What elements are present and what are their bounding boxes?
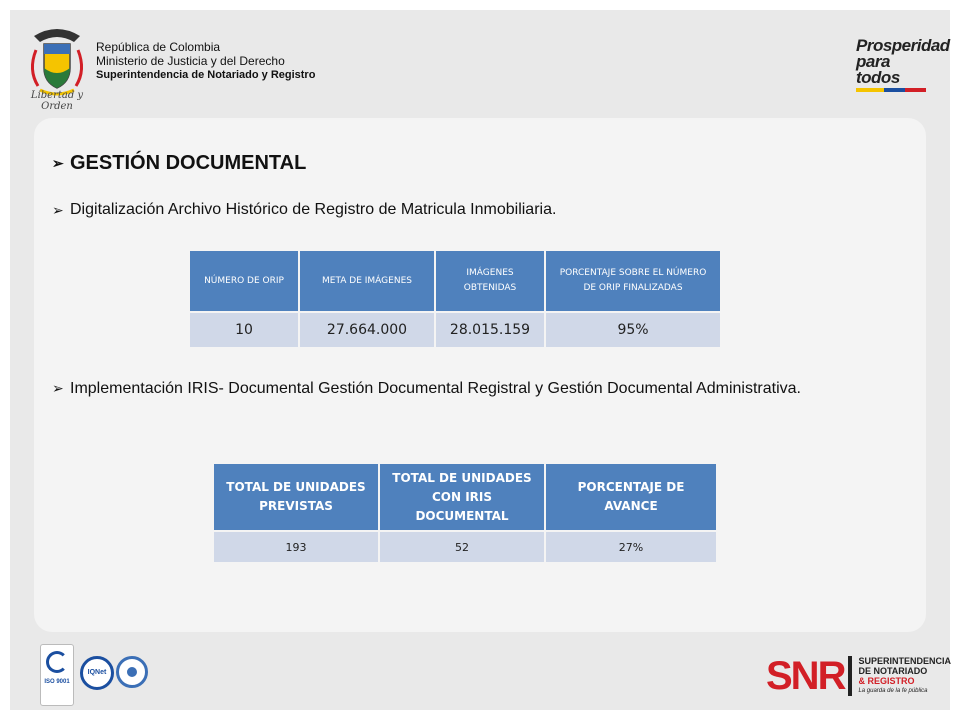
arrow-bullet-icon: ➢ (52, 380, 64, 396)
column-header: META DE IMÁGENES (300, 251, 434, 311)
agency-name: Superintendencia de Notariado y Registro (96, 69, 316, 81)
crest-motto: Libertad y Orden (30, 90, 84, 112)
snr-acronym: SNR (766, 654, 845, 698)
table-cell: 27% (546, 532, 716, 562)
table-row (214, 532, 716, 562)
institution-header (96, 40, 315, 82)
bullet-text: Digitalización Archivo Histórico de Registro de Matricula Inmobiliaria. (70, 201, 557, 218)
table-cell: 52 (380, 532, 544, 562)
ministry-name: Ministerio de Justicia y del Derecho (96, 54, 285, 68)
snr-line-1: SUPERINTENDENCIA (858, 656, 951, 666)
column-header: IMÁGENES OBTENIDAS (436, 251, 544, 311)
arrow-bullet-icon: ➢ (52, 155, 64, 171)
section-title: GESTIÓN DOCUMENTAL (70, 152, 307, 174)
table-cell: 193 (214, 532, 378, 562)
column-header: PORCENTAJE DE AVANCE (546, 464, 716, 530)
iso-label: ISO 9001 (44, 679, 70, 685)
country-name: República de Colombia (96, 40, 221, 54)
prosperidad-logo (856, 36, 950, 92)
bullet-text: Implementación IRIS- Documental Gestión Documental Registral y Gestión Documental Administrativa. (70, 380, 801, 397)
table-cell: 27.664.000 (300, 313, 434, 347)
certification-seal-icon (116, 656, 148, 688)
snr-line-2: DE NOTARIADO (858, 666, 928, 676)
column-header: TOTAL DE UNIDADES PREVISTAS (214, 464, 378, 530)
bullet-iris-implementation (52, 378, 832, 400)
table-row (190, 313, 720, 347)
section-heading (52, 150, 306, 176)
iris-progress-table (212, 462, 718, 564)
slogan-line-2: para todos (856, 52, 900, 87)
bullet-digitalization (52, 200, 556, 220)
iso-certification-logo (40, 644, 74, 706)
column-header: PORCENTAJE SOBRE EL NÚMERO DE ORIP FINALIZADAS (546, 251, 720, 311)
snr-logo (766, 656, 951, 696)
digitalization-table (188, 249, 722, 349)
column-header: TOTAL DE UNIDADES CON IRIS DOCUMENTAL (380, 464, 544, 530)
snr-name (858, 656, 951, 696)
table-cell: 28.015.159 (436, 313, 544, 347)
arrow-bullet-icon: ➢ (52, 202, 64, 218)
slogan-line-1: Prosperidad (856, 36, 950, 55)
snr-tagline: La guarda de la fe pública (858, 688, 928, 694)
table-header-row (190, 251, 720, 311)
icontec-icon (46, 651, 68, 673)
table-cell: 95% (546, 313, 720, 347)
snr-line-3: & REGISTRO (858, 676, 915, 686)
table-header-row (214, 464, 716, 530)
table-cell: 10 (190, 313, 298, 347)
column-header: NÚMERO DE ORIP (190, 251, 298, 311)
snr-divider (848, 656, 852, 696)
iqnet-logo: IQNet (80, 656, 114, 690)
flag-stripe (856, 88, 926, 92)
